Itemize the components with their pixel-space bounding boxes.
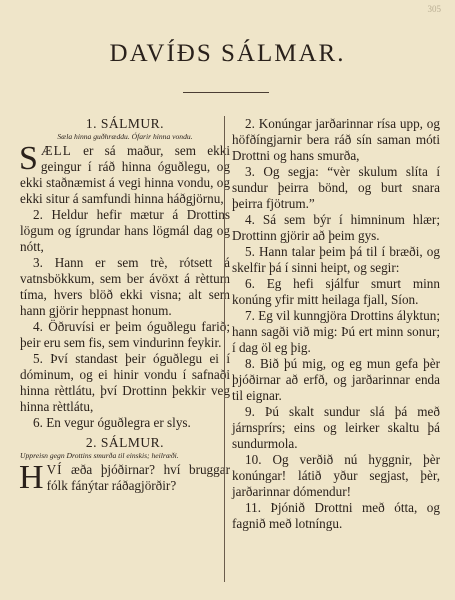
verse-text: er sá maður, sem ekki geingur í ráð hinna óguðlegu, og ekki staðnæmist á vegi hinna vondu, og ekki situr á samfundi hinna háðgjörnu, <box>20 143 230 206</box>
psalm-1-verse-6: 6. En vegur óguðlegra er slys. <box>33 415 191 430</box>
verse-text: æða þjóðirnar? hví bruggar fólk fánýtar ráðagjörðir? <box>46 462 230 493</box>
page-title: DAVÍÐS SÁLMAR. <box>109 40 346 67</box>
psalm-1-verse-3: 3. Hann er sem trè, rótsett á vatnsbökkum, sem ber ávöxt á rèttum tíma, hvers blöð ekki visna; alt sem hann gjörir heppnast honum. <box>20 255 230 318</box>
column-divider <box>224 116 225 582</box>
verse-caps: ÆLL <box>40 143 72 158</box>
verse-caps: VÍ <box>46 462 63 477</box>
psalm-1-verse-1 <box>19 140 230 207</box>
psalm-2-verse-2: 2. Konúngar jarðarinnar rísa upp, og höfðíngjarnir bera ráð sín saman móti Drottni og hans smurða, <box>232 116 440 163</box>
left-column <box>20 116 230 494</box>
psalm-2-subtitle: Uppreisn gegn Drottins smurða til einskis; heilræði. <box>20 451 179 460</box>
psalm-2-verse-9: 9. Þú skalt sundur slá þá með járnsprírs; eins og leirker skaltu þá sundurmola. <box>232 404 440 451</box>
psalm-1-heading: 1. SÁLMUR. <box>85 116 165 131</box>
psalm-2-verse-5: 5. Hann talar þeim þá til í bræði, og skelfir þá í sinni heipt, og segir: <box>232 244 440 275</box>
psalm-2-verse-6: 6. Eg hefi sjálfur smurt minn konúng yfir mitt heilaga fjall, Síon. <box>232 276 440 307</box>
psalm-1-verse-5: 5. Því standast þeir óguðlegu ei í dóminum, og ei hinir vondu í safnaði hinna rèttlátu, því Drottinn þekkir veg hinna rèttlátu, <box>20 351 230 414</box>
psalm-2-verse-11: 11. Þjónið Drottni með ótta, og fagnið með lotníngu. <box>232 500 440 531</box>
psalm-2-verse-8: 8. Bið þú mig, og eg mun gefa þèr þjóðirnar að erfð, og jarðarinnar enda til eignar. <box>232 356 440 403</box>
psalm-1-subtitle: Sæla hinna guðhræddu. Ófarir hinna vondu. <box>57 132 193 141</box>
psalm-2-verse-3: 3. Og segja: “vèr skulum slíta í sundur þeirra bönd, og burt snara þeirra fjötrum.” <box>232 164 440 211</box>
right-column <box>232 116 440 532</box>
page-number: 305 <box>427 4 441 14</box>
dropcap: H <box>19 459 44 496</box>
psalm-2-verse-1 <box>19 459 230 496</box>
dropcap: S <box>19 140 38 177</box>
psalm-2-verse-10: 10. Og verðið nú hyggnir, þèr konúngar! látið yður segjast, þèr, jarðarinnar dómendur! <box>232 452 440 499</box>
psalm-2-verse-4: 4. Sá sem býr í himninum hlær; Drottinn gjörir að þeim gys. <box>232 212 440 243</box>
psalm-1-verse-4: 4. Öðruvísi er þeim óguðlegu farið; þeir eru sem fis, sem vindurinn feykir. <box>20 319 230 350</box>
psalm-2-verse-7: 7. Eg vil kunngjöra Drottins ályktun; hann sagði við mig: Þú ert minn sonur; í dag öl eg þig. <box>232 308 440 355</box>
psalm-1-verse-2: 2. Heldur hefir mætur á Drottins lögum og ígrundar hans lögmál dag og nótt, <box>20 207 230 254</box>
psalm-2-heading: 2. SÁLMUR. <box>85 435 165 450</box>
title-rule <box>183 92 269 93</box>
